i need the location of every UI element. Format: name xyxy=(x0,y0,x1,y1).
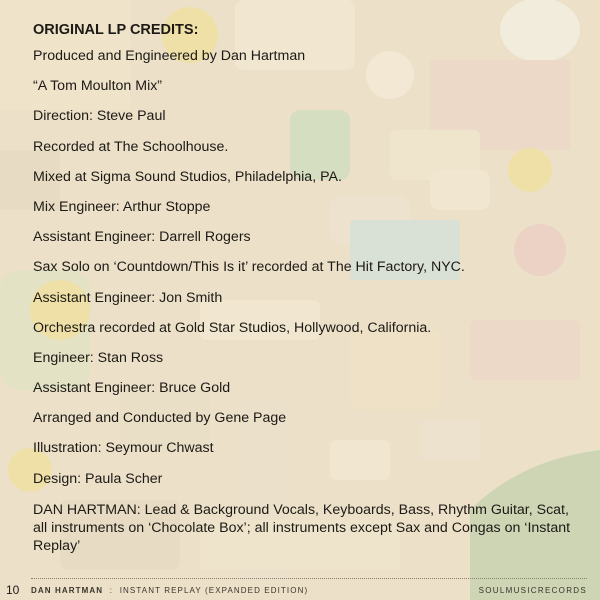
credit-line: Mixed at Sigma Sound Studios, Philadelphia, PA. xyxy=(33,168,342,185)
credit-line: Assistant Engineer: Jon Smith xyxy=(33,289,223,306)
credit-line: Direction: Steve Paul xyxy=(33,108,166,125)
credit-line: Produced and Engineered by Dan Hartman xyxy=(33,48,306,64)
footer-separator: : xyxy=(109,586,114,595)
credit-line: Design: Paula Scher xyxy=(33,470,163,487)
credit-line: Engineer: Stan Ross xyxy=(33,349,164,366)
credit-line-musicians: DAN HARTMAN: Lead & Background Vocals, Keyboards, Bass, Rhythm Guitar, Scat, all instruments on ‘Chocolate Box’; all instruments except Sax and Congas on ‘Instant Replay’ xyxy=(33,501,571,554)
footer-title xyxy=(31,586,308,595)
credit-line: Assistant Engineer: Bruce Gold xyxy=(33,380,231,397)
footer-label: SOULMUSICRECORDS xyxy=(478,586,587,595)
credit-line: Sax Solo on ‘Countdown/This Is it’ recorded at The Hit Factory, NYC. xyxy=(33,259,465,276)
credit-line: “A Tom Moulton Mix” xyxy=(33,78,163,95)
credit-line: Orchestra recorded at Gold Star Studios, Hollywood, California. xyxy=(33,319,432,336)
credit-line: Arranged and Conducted by Gene Page xyxy=(33,410,287,427)
credit-line: Illustration: Seymour Chwast xyxy=(33,440,214,457)
credits-block xyxy=(33,22,578,568)
credit-line: Recorded at The Schoolhouse. xyxy=(33,138,229,155)
footer-divider xyxy=(31,578,587,579)
footer-album: INSTANT REPLAY (EXPANDED EDITION) xyxy=(119,586,309,595)
credits-heading: ORIGINAL LP CREDITS: xyxy=(33,22,199,38)
credit-line: Mix Engineer: Arthur Stoppe xyxy=(33,198,211,215)
footer-artist: DAN HARTMAN xyxy=(31,586,104,595)
page-footer xyxy=(0,578,600,600)
credit-line: Assistant Engineer: Darrell Rogers xyxy=(33,229,251,246)
page-number: 10 xyxy=(6,583,20,597)
